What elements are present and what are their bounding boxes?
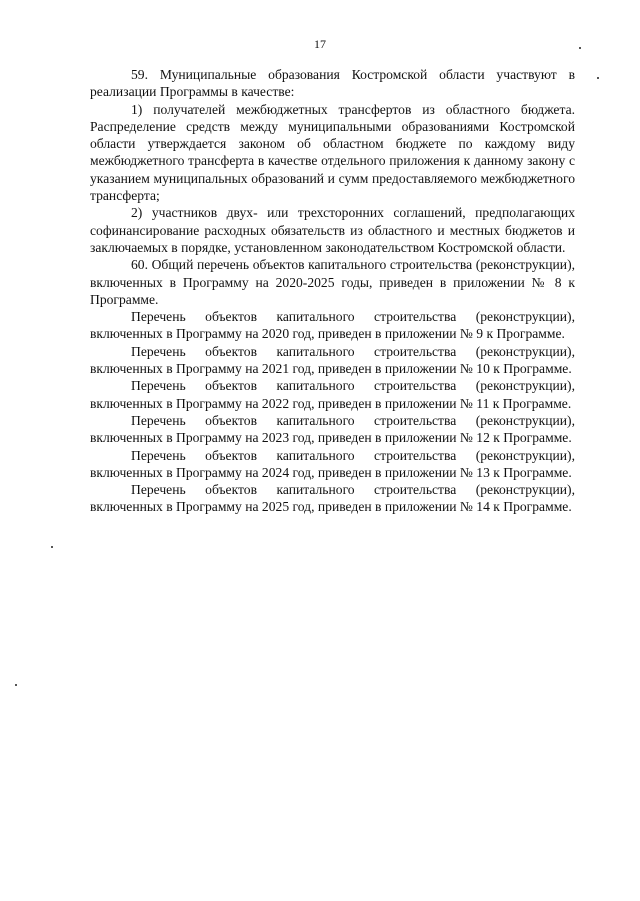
scan-speck <box>579 47 581 49</box>
paragraph-59-item-2: 2) участников двух- или трехсторонних соглашений, предполагающих софинансирование расходных обязательств из областного и местных бюджетов и заключаемых в порядке, установленном законодательством Костромской области. <box>90 205 575 255</box>
paragraph-60: 60. Общий перечень объектов капитального строительства (реконструкции), включенных в Программу на 2020-2025 годы, приведен в приложении № 8 к Программе. <box>90 257 575 307</box>
paragraph-list-2022: Перечень объектов капитального строительства (реконструкции), включенных в Программу на 2022 год, приведен в приложении № 11 к Программе. <box>90 378 575 411</box>
paragraph-list-2020: Перечень объектов капитального строительства (реконструкции), включенных в Программу на 2020 год, приведен в приложении № 9 к Программе. <box>90 309 575 342</box>
paragraph-list-2021: Перечень объектов капитального строительства (реконструкции), включенных в Программу на 2021 год, приведен в приложении № 10 к Программе. <box>90 343 575 377</box>
scan-speck <box>51 546 53 548</box>
paragraph-list-2025: Перечень объектов капитального строительства (реконструкции), включенных в Программу на 2025 год, приведен в приложении № 14 к Программе. <box>90 482 575 515</box>
scan-speck <box>597 77 599 79</box>
scan-speck <box>15 684 17 686</box>
paragraph-59-item-1: 1) получателей межбюджетных трансфертов из областного бюджета. Распределение средств между муниципальными образованиями Костромской области утверждается законом об областном бюджете по каждому виду межбюджетного трансферта в качестве отдельного приложения к данному закону с указанием муниципальных образований и сумм предоставляемого межбюджетного трансферта; <box>90 101 575 204</box>
paragraph-list-2023: Перечень объектов капитального строительства (реконструкции), включенных в Программу на 2023 год, приведен в приложении № 12 к Программе. <box>90 412 575 446</box>
paragraph-list-2024: Перечень объектов капитального строительства (реконструкции), включенных в Программу на 2024 год, приведен в приложении № 13 к Программе. <box>90 447 575 480</box>
paragraph-59: 59. Муниципальные образования Костромской области участвуют в реализации Программы в качестве: <box>90 67 575 100</box>
document-body <box>90 66 575 516</box>
page-number: 17 <box>314 37 326 51</box>
